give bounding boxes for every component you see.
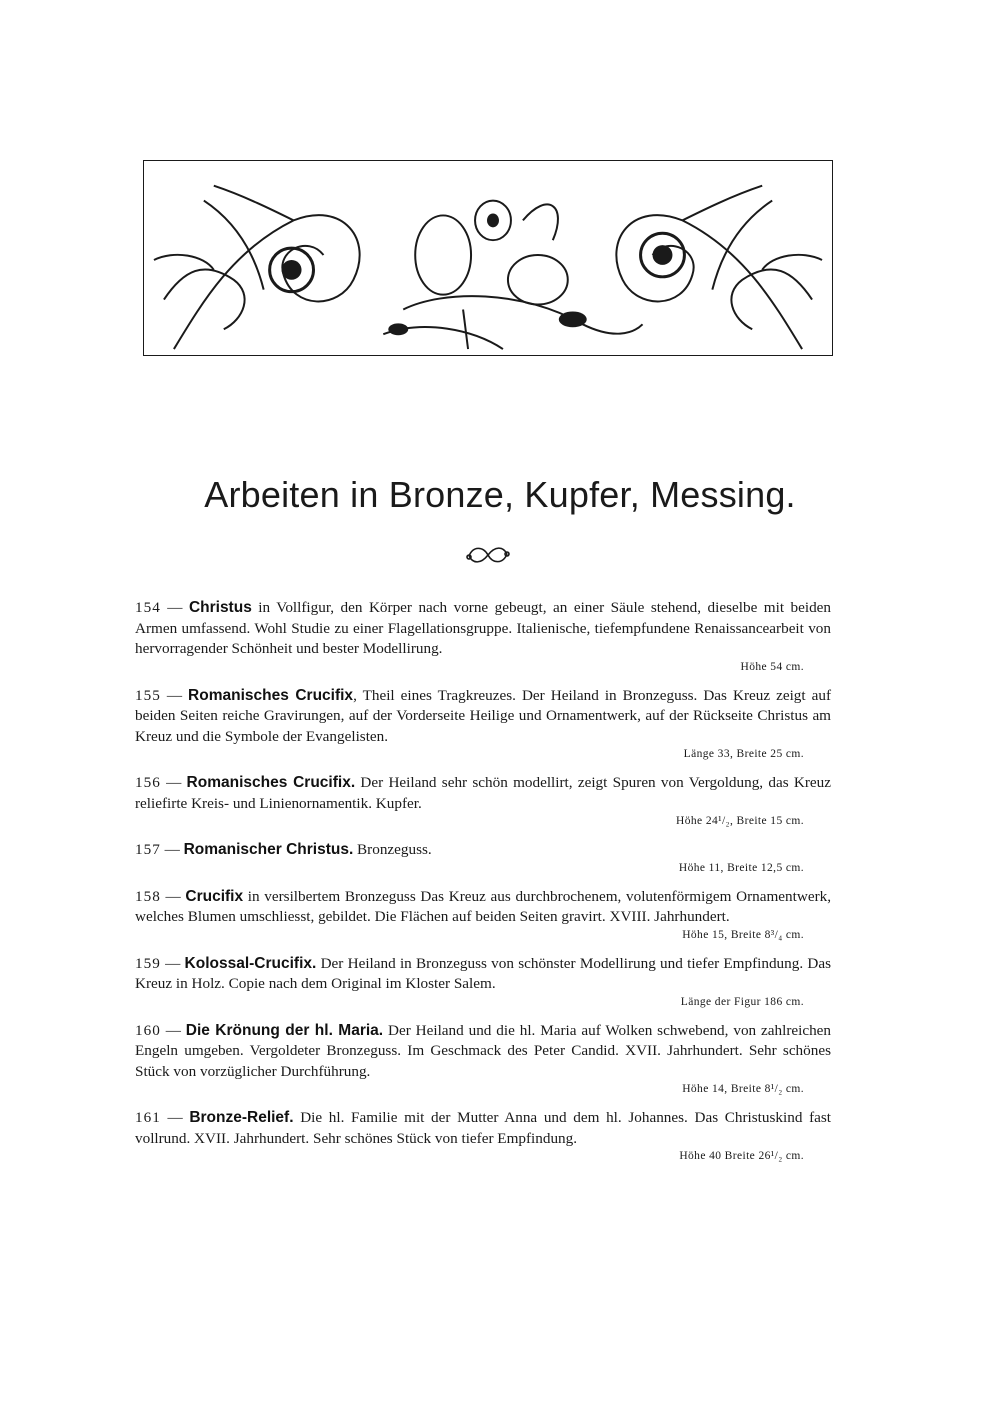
ornamental-cherub-acanthus-banner-icon [144, 161, 832, 355]
fleuron-ornament-icon [465, 544, 511, 566]
entry-measurement: Höhe 54 cm. [740, 660, 804, 673]
entry-heading: Romanisches Crucifix [188, 686, 354, 704]
entry-measurement: Höhe 14, Breite 8¹/₂ cm. [682, 1083, 804, 1095]
catalogue-entry [135, 1021, 831, 1098]
entry-measurement: Höhe 15, Breite 8³/₄ cm. [682, 928, 804, 941]
page-title: Arbeiten in Bronze, Kupfer, Messing. [204, 474, 796, 515]
entry-number: 154 [135, 599, 161, 616]
entry-text: Die hl. Familie mit der Mutter Anna und dem hl. Johannes. Das Christuskind fast vollrund. XVII. Jahrhundert. Sehr schönes Stück von tiefer Empfindung. [135, 1109, 832, 1147]
entry-dash: — [166, 686, 182, 704]
entry-dash: — [167, 1109, 183, 1126]
entry-dash: — [165, 954, 181, 972]
entry-number: 157 [135, 841, 161, 858]
catalogue-entry [135, 1108, 831, 1164]
entry-measurement: Höhe 24¹/₂, Breite 15 cm. [676, 815, 804, 827]
entry-number: 155 [135, 686, 161, 704]
entry-heading: Bronze-Relief. [189, 1109, 294, 1126]
entry-text: Der Heiland in Bronzeguss von schönster Modellirung und tiefer Empfindung. Das Kreuz in Holz. Copie nach dem Original im Kloster Salem. [135, 954, 832, 992]
entry-text: Der Heiland und die hl. Maria auf Wolken schwebend, von zahlreichen Engeln umgeben. Vergoldeter Bronzeguss. Im Geschmack des Peter Candid. XVII. Jahrhundert. Sehr schönes Stück von vorzüglicher Durchführung. [135, 1021, 832, 1080]
catalogue-entry [135, 686, 831, 763]
entry-heading: Romanischer Christus. [183, 841, 354, 858]
entry-number: 158 [135, 887, 161, 905]
entry-dash: — [166, 774, 182, 791]
entry-heading: Kolossal-Crucifix. [184, 954, 317, 972]
entry-heading: Romanisches Crucifix. [186, 774, 356, 791]
entry-text: in Vollfigur, den Körper nach vorne gebeugt, an einer Säule stehend, dieselbe mit beiden Armen umfassend. Wohl Studie zu einer Flagellationsgruppe. Italienische, tiefempfundene Renaissancearbeit von hervorragender Schönheit und bester Modellirung. [135, 599, 832, 657]
entry-text: , Theil eines Tragkreuzes. Der Heiland in Bronzeguss. Das Kreuz zeigt auf beiden Seiten reiche Gravirungen, auf der Vorderseite Heilige und Ornamentwerk, auf der Rückseite Christus am Kreuz und die Symbole der Evangelisten. [135, 686, 832, 745]
entry-dash: — [165, 1021, 181, 1039]
entry-number: 160 [135, 1021, 161, 1039]
catalogue-entry [135, 954, 831, 1010]
entry-heading: Die Krönung der hl. Maria. [185, 1021, 384, 1039]
entry-text: Der Heiland sehr schön modellirt, zeigt Spuren von Vergoldung, das Kreuz reliefirte Kreis- und Linienornamentik. Kupfer. [135, 774, 832, 812]
entry-number: 161 [135, 1109, 161, 1126]
entry-heading: Christus [188, 599, 252, 616]
catalogue-entry [135, 840, 831, 876]
entry-dash: — [165, 887, 181, 905]
entry-measurement: Länge der Figur 186 cm. [680, 995, 804, 1008]
entry-number: 156 [135, 774, 161, 791]
entry-number: 159 [135, 954, 161, 972]
entry-text: in versilbertem Bronzeguss Das Kreuz aus durchbrochenem, volutenförmigem Ornamentwerk, welches Blumen umschliesst, gebildet. Die Flächen auf beiden Seiten gravirt. XVIII. Jahrhundert. [135, 887, 832, 925]
entry-heading: Crucifix [185, 887, 244, 905]
entry-measurement: Länge 33, Breite 25 cm. [683, 748, 804, 760]
catalogue-entry [135, 598, 831, 675]
entry-measurement: Höhe 11, Breite 12,5 cm. [678, 861, 804, 874]
catalogue-entries [135, 598, 831, 1175]
entry-measurement: Höhe 40 Breite 26¹/₂ cm. [679, 1150, 804, 1162]
entry-dash: — [167, 599, 183, 616]
entry-text: Bronzeguss. [353, 841, 432, 858]
catalogue-entry [135, 887, 831, 943]
ornamental-banner [143, 160, 833, 356]
catalogue-entry [135, 773, 831, 829]
entry-dash: — [164, 841, 180, 858]
